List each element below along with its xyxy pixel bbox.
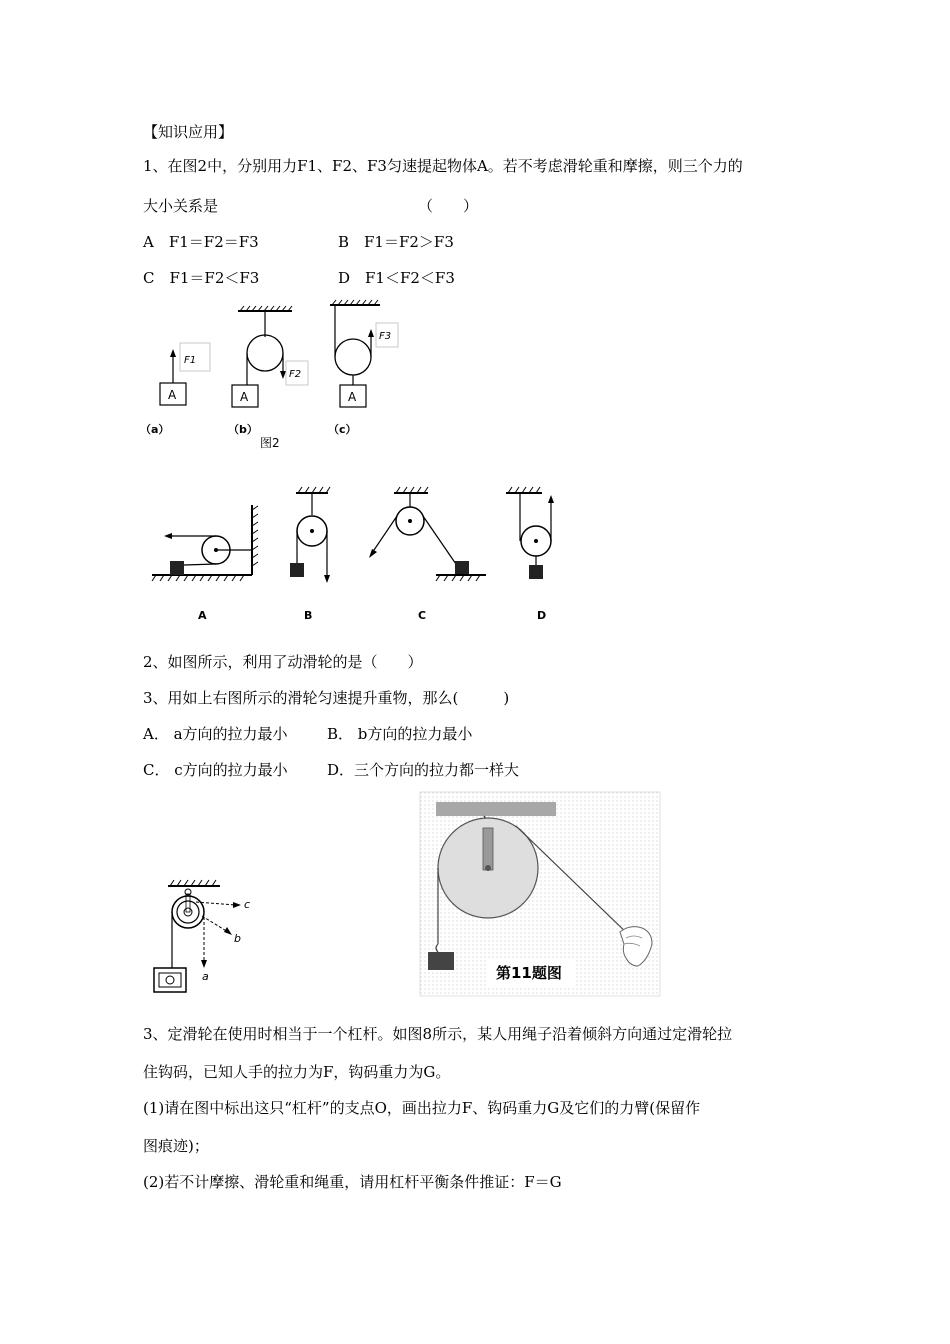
figure-q3-pulley bbox=[148, 880, 258, 1000]
q1-bracket: （ ） bbox=[418, 197, 479, 215]
force-label-f3: F3 bbox=[379, 331, 392, 342]
figure-2a bbox=[160, 343, 210, 405]
q1-option-c: C F1＝F2＜F3 bbox=[143, 269, 260, 287]
q3-option-d: D．三个方向的拉力都一样大 bbox=[327, 761, 520, 779]
q4-line1: 3、定滑轮在使用时相当于一个杠杆。如图8所示，某人用绳子沿着倾斜方向通过定滑轮拉 bbox=[143, 1025, 733, 1043]
q4-part2: (2)若不计摩擦、滑轮重和绳重，请用杠杆平衡条件推证：F＝G bbox=[143, 1173, 562, 1191]
label-a: A bbox=[198, 609, 207, 622]
figure-2 bbox=[140, 295, 440, 455]
svg-text:A: A bbox=[240, 390, 249, 404]
block-a-label: A bbox=[168, 388, 177, 402]
q1-option-a: A F1＝F2＝F3 bbox=[143, 233, 259, 251]
figure-abcd-b bbox=[290, 487, 330, 583]
sub-label-b: （b） bbox=[228, 423, 258, 436]
q3-option-b: B． b方向的拉力最小 bbox=[327, 725, 473, 743]
direction-b-label: b bbox=[234, 932, 241, 945]
figure-abcd-c bbox=[369, 487, 486, 581]
figure-2-caption: 图2 bbox=[260, 436, 280, 450]
q3-text: 3、用如上右图所示的滑轮匀速提升重物，那么( ) bbox=[143, 689, 510, 707]
force-label-f2: F2 bbox=[289, 369, 302, 380]
q4-part1-line1: (1)请在图中标出这只“杠杆”的支点O，画出拉力F、钩码重力G及它们的力臂(保留作 bbox=[143, 1099, 701, 1117]
q1-line1: 1、在图2中，分别用力F1、F2、F3匀速提起物体A。若不考虑滑轮重和摩擦，则三个力的 bbox=[143, 157, 743, 175]
q1-option-d: D F1＜F2＜F3 bbox=[338, 269, 455, 287]
figure-abcd-d bbox=[506, 487, 554, 579]
label-d: D bbox=[537, 609, 547, 622]
label-c: C bbox=[418, 609, 427, 622]
q4-line2: 住钩码，已知人手的拉力为F，钩码重力为G。 bbox=[143, 1063, 451, 1081]
q2-text: 2、如图所示，利用了动滑轮的是（ ） bbox=[143, 653, 423, 671]
force-label-f1: F1 bbox=[184, 355, 197, 366]
q3-option-c: C． c方向的拉力最小 bbox=[143, 761, 288, 779]
figure-11 bbox=[420, 792, 660, 1002]
direction-c-label: c bbox=[244, 898, 251, 911]
label-b: B bbox=[304, 609, 313, 622]
figure-2c bbox=[330, 300, 398, 407]
sub-label-a: （a） bbox=[140, 423, 170, 436]
svg-text:A: A bbox=[348, 390, 357, 404]
q3-option-a: A． a方向的拉力最小 bbox=[143, 725, 288, 743]
q1-line2: 大小关系是 bbox=[143, 197, 219, 215]
section-heading: 【知识应用】 bbox=[143, 123, 234, 141]
figure-11-caption: 第11题图 bbox=[496, 964, 562, 982]
figure-abcd-a bbox=[152, 505, 258, 581]
figure-abcd bbox=[148, 485, 558, 625]
direction-a-label: a bbox=[202, 970, 209, 983]
q4-part1-line2: 图痕迹)； bbox=[143, 1137, 209, 1155]
sub-label-c: （c） bbox=[328, 423, 357, 436]
q1-option-b: B F1＝F2＞F3 bbox=[338, 233, 454, 251]
figure-2b bbox=[232, 306, 308, 407]
